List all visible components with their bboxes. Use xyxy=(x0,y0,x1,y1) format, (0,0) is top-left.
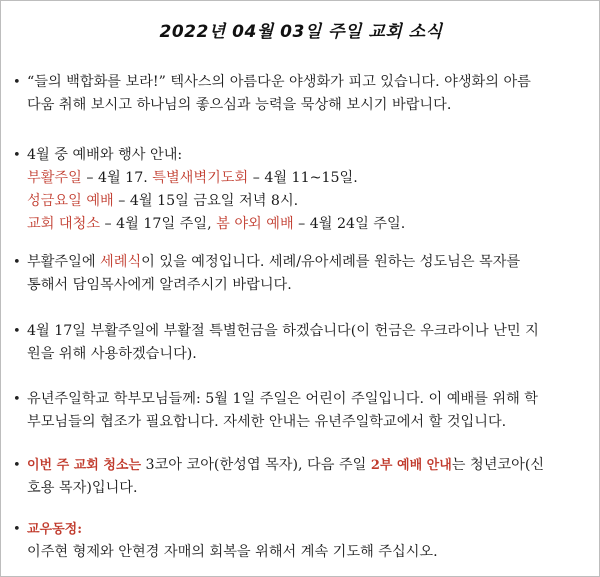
list-item-prayer-request xyxy=(13,518,587,564)
list-item-childrens-day: • 유년주일학교 학부모님들께: 5월 1일 주일은 어린이 주일입니다. 이 예배를 위해 학 부모님들의 협조가 필요합니다. 자세한 안내는 유년주일학교에서 할 것입니다. xyxy=(27,388,587,434)
bullet-icon: • xyxy=(13,522,21,537)
schedule-goodfriday: 성금요일 예배 – 4월 15일 금요일 저녁 8시. xyxy=(27,193,299,209)
prayer-text: 이주현 형제와 안현경 자매의 회복을 위해서 계속 기도해 주십시오. xyxy=(27,544,438,560)
list-item-cleaning-duty: • 이번 주 교회 청소는 3코아 코아(한성엽 목자), 다음 주일 2부 예배 안내는 청년코아(신 호용 목자)입니다. xyxy=(27,454,587,500)
bullet-icon: • xyxy=(13,255,21,270)
list-item-baptism: • 부활주일에 세례식이 있을 예정입니다. 세례/유아세례를 원하는 성도님은 목자를 통해서 담임목사에게 알려주시기 바랍니다. xyxy=(27,251,587,297)
list-item-offering: • 4월 17일 부활주일에 부활절 특별헌금을 하겠습니다(이 헌금은 우크라이나 난민 지 원을 위해 사용하겠습니다). xyxy=(27,320,587,366)
schedule-cleaning: 교회 대청소 – 4월 17일 주일, 봄 야외 예배 – 4월 24일 주일. xyxy=(27,216,406,232)
schedule-heading: 4월 중 예배와 행사 안내: xyxy=(27,147,183,163)
prayer-label: 교우동정: xyxy=(27,522,83,537)
bullet-icon: • xyxy=(13,75,21,90)
list-item-wildflowers: • “들의 백합화를 보라!” 텍사스의 아름다운 야생화가 피고 있습니다. 야생화의 아름 다움 취해 보시고 하나님의 좋으심과 능력을 묵상해 보시기 바랍니다. xyxy=(27,71,587,117)
bullet-icon: • xyxy=(13,458,21,473)
bullet-icon: • xyxy=(13,148,21,163)
bullet-icon: • xyxy=(13,324,21,339)
page-title: 2022년 04월 03일 주일 교회 소식 xyxy=(159,22,443,42)
schedule-easter: 부활주일 – 4월 17. 특별새벽기도회 – 4월 11~15일. xyxy=(27,170,358,186)
list-item-april-schedule xyxy=(13,144,587,236)
bullet-icon: • xyxy=(13,392,21,407)
